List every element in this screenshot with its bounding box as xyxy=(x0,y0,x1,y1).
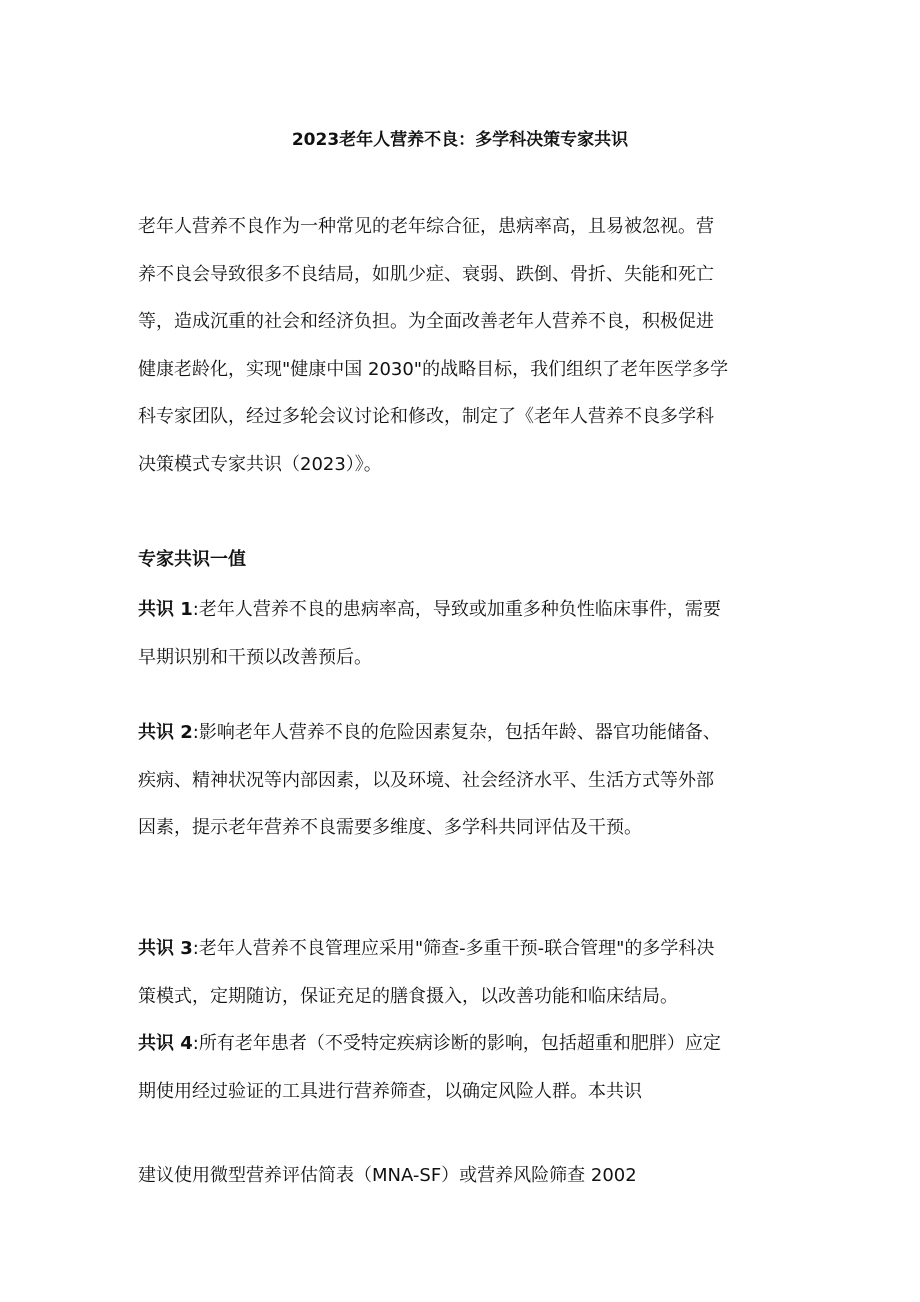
consensus-line: 疾病、精神状况等内部因素，以及环境、社会经济水平、生活方式等外部 xyxy=(138,769,714,791)
consensus-line: 因素，提示老年营养不良需要多维度、多学科共同评估及干预。 xyxy=(138,817,642,838)
intro-line: 决策模式专家共识（2023）》。 xyxy=(138,453,382,475)
recommendation-line: 建议使用微型营养评估简表（MNA-SF）或营养风险筛查 2002 xyxy=(138,1165,637,1186)
consensus-label: 共识 2 xyxy=(138,722,193,743)
consensus-line: 早期识别和干预以改善预后。 xyxy=(138,646,372,668)
intro-line: 等，造成沉重的社会和经济负担。为全面改善老年人营养不良，积极促进 xyxy=(138,311,714,332)
intro-paragraph xyxy=(138,203,788,488)
intro-line: 老年人营养不良作为一种常见的老年综合征，患病率高，且易被忽视。营 xyxy=(138,216,714,237)
consensus-label: 共识 1 xyxy=(138,599,193,620)
section-heading: 专家共识一值 xyxy=(138,549,246,570)
consensus-label: 共识 4 xyxy=(138,1033,193,1054)
intro-line: 养不良会导致很多不良结局，如肌少症、衰弱、跌倒、骨折、失能和死亡 xyxy=(138,263,714,285)
consensus-line xyxy=(138,709,788,757)
intro-line: 健康老龄化，实现"健康中国 2030"的战略目标，我们组织了老年医学多学 xyxy=(138,358,729,380)
consensus-line: 期使用经过验证的工具进行营养筛查，以确定风险人群。本共识 xyxy=(138,1080,642,1102)
consensus-line xyxy=(138,586,788,634)
consensus-1 xyxy=(138,586,788,681)
consensus-line xyxy=(138,1020,788,1068)
consensus-line: 策模式，定期随访，保证充足的膳食摄入，以改善功能和临床结局。 xyxy=(138,985,678,1007)
document-title: 2023老年人营养不良：多学科决策专家共识 xyxy=(291,130,629,150)
consensus-text: :老年人营养不良的患病率高，导致或加重多种负性临床事件，需要 xyxy=(192,599,721,620)
consensus-3 xyxy=(138,925,788,1020)
consensus-text: :所有老年患者（不受特定疾病诊断的影响，包括超重和肥胖）应定 xyxy=(192,1033,721,1054)
consensus-2 xyxy=(138,709,788,852)
intro-line: 科专家团队，经过多轮会议讨论和修改，制定了《老年人营养不良多学科 xyxy=(138,406,714,427)
consensus-label: 共识 3 xyxy=(138,938,193,959)
consensus-line xyxy=(138,925,788,973)
consensus-text: :老年人营养不良管理应采用"筛查-多重干预-联合管理"的多学科决 xyxy=(192,938,715,959)
consensus-4 xyxy=(138,1020,788,1115)
consensus-text: :影响老年人营养不良的危险因素复杂，包括年龄、器官功能储备、 xyxy=(192,722,721,743)
recommendation-paragraph xyxy=(138,1152,788,1200)
